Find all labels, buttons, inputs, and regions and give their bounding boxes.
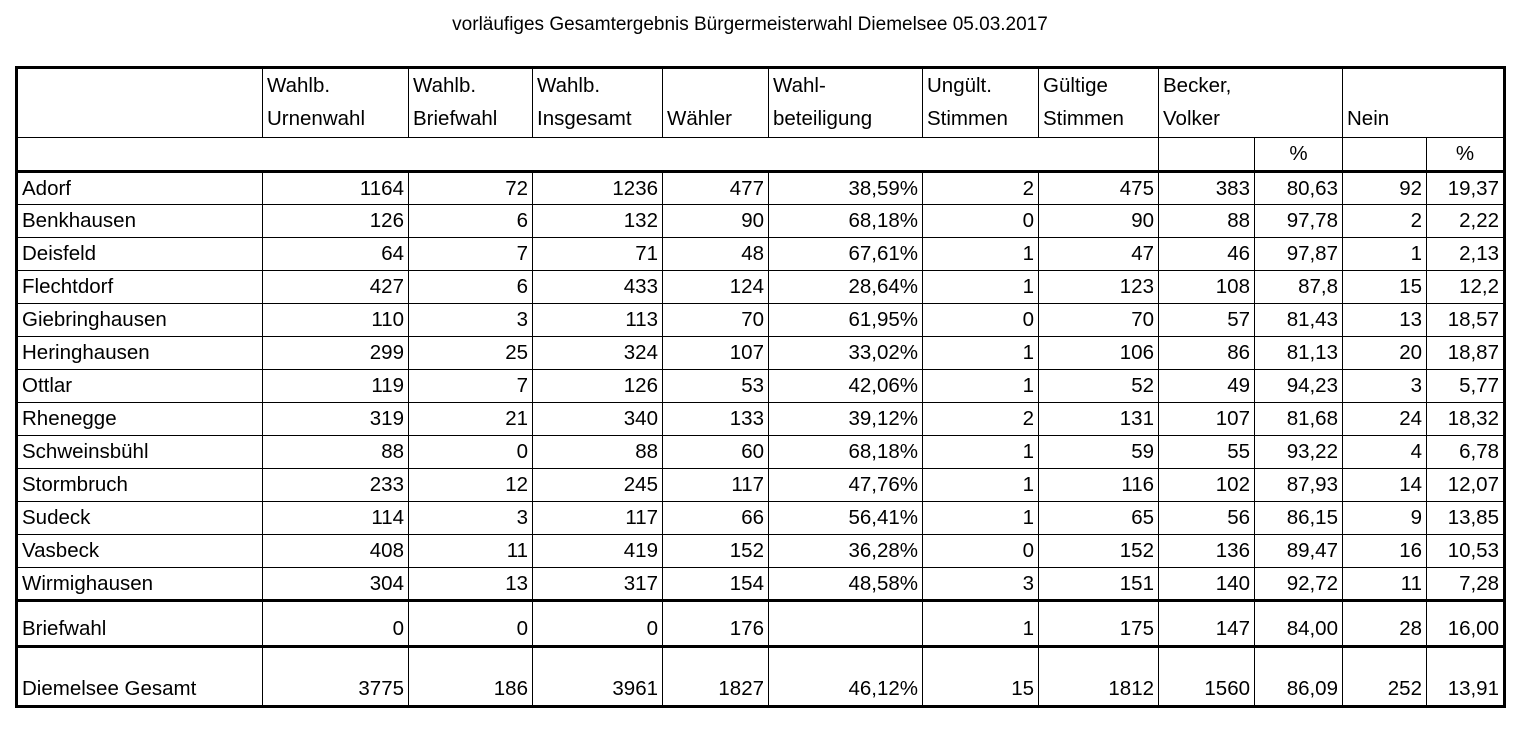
value-cell: 154 [663,568,769,601]
value-cell: 7 [409,238,533,271]
table-row [17,469,1505,502]
header-line-2: Stimmen [1043,107,1124,130]
value-cell: 97,78 [1255,205,1343,238]
value-cell: 108 [1159,271,1255,304]
table-row [17,535,1505,568]
value-cell: 20 [1343,337,1427,370]
value-cell: 90 [1039,205,1159,238]
header-line-1: Wahl- [773,74,826,97]
value-cell: 47 [1039,238,1159,271]
subheader-cell [1159,138,1255,172]
value-cell: 3775 [263,647,409,707]
location-name: Stormbruch [17,469,263,502]
value-cell: 4 [1343,436,1427,469]
table-row [17,172,1505,205]
value-cell: 24 [1343,403,1427,436]
value-cell: 123 [1039,271,1159,304]
table-row [17,304,1505,337]
value-cell: 28 [1343,601,1427,647]
value-cell: 1236 [533,172,663,205]
value-cell: 110 [263,304,409,337]
header-cell [17,68,263,138]
page-title: vorläufiges Gesamtergebnis Bürgermeisterwahl Diemelsee 05.03.2017 [452,14,1048,35]
header-line-1: Wahlb. [267,74,331,97]
value-cell: 0 [923,205,1039,238]
value-cell: 94,23 [1255,370,1343,403]
value-cell: 114 [263,502,409,535]
value-cell: 126 [263,205,409,238]
value-cell: 1827 [663,647,769,707]
value-cell: 140 [1159,568,1255,601]
value-cell: 60 [663,436,769,469]
value-cell: 1 [923,238,1039,271]
table-row [17,337,1505,370]
header-line-2: Wähler [667,107,732,130]
header-line-2: beteiligung [773,107,873,130]
briefwahl-row [17,601,1505,647]
header-cell [769,68,923,138]
value-cell: 56 [1159,502,1255,535]
table-row [17,370,1505,403]
value-cell: 93,22 [1255,436,1343,469]
value-cell: 133 [663,403,769,436]
value-cell: 15 [923,647,1039,707]
value-cell: 119 [263,370,409,403]
value-cell: 299 [263,337,409,370]
value-cell: 48 [663,238,769,271]
value-cell: 13,91 [1427,647,1505,707]
value-cell: 1 [1343,238,1427,271]
value-cell: 136 [1159,535,1255,568]
value-cell: 42,06% [769,370,923,403]
value-cell: 11 [409,535,533,568]
value-cell: 12 [409,469,533,502]
value-cell: 28,64% [769,271,923,304]
value-cell: 304 [263,568,409,601]
header-line-2: Stimmen [927,107,1008,130]
header-line-1: Wahlb. [537,74,601,97]
value-cell: 84,00 [1255,601,1343,647]
value-cell: 6,78 [1427,436,1505,469]
header-cell [1343,68,1505,138]
value-cell: 0 [533,601,663,647]
results-table [15,66,1506,708]
table-row [17,436,1505,469]
value-cell: 319 [263,403,409,436]
value-cell: 176 [663,601,769,647]
value-cell [769,601,923,647]
value-cell: 21 [409,403,533,436]
value-cell: 7,28 [1427,568,1505,601]
value-cell: 11 [1343,568,1427,601]
value-cell: 5,77 [1427,370,1505,403]
value-cell: 68,18% [769,205,923,238]
value-cell: 59 [1039,436,1159,469]
value-cell: 56,41% [769,502,923,535]
value-cell: 186 [409,647,533,707]
value-cell: 92 [1343,172,1427,205]
value-cell: 3 [409,502,533,535]
value-cell: 97,87 [1255,238,1343,271]
value-cell: 126 [533,370,663,403]
value-cell: 80,63 [1255,172,1343,205]
value-cell: 2,13 [1427,238,1505,271]
value-cell: 6 [409,271,533,304]
value-cell: 2,22 [1427,205,1505,238]
value-cell: 433 [533,271,663,304]
location-name: Diemelsee Gesamt [17,647,263,707]
header-line-2: Insgesamt [537,107,632,130]
value-cell: 57 [1159,304,1255,337]
value-cell: 81,68 [1255,403,1343,436]
value-cell: 102 [1159,469,1255,502]
value-cell: 131 [1039,403,1159,436]
value-cell: 475 [1039,172,1159,205]
subheader-blank [17,138,1159,172]
value-cell: 25 [409,337,533,370]
value-cell: 3 [923,568,1039,601]
table-row [17,205,1505,238]
header-line-1: Ungült. [927,74,992,97]
value-cell: 48,58% [769,568,923,601]
value-cell: 72 [409,172,533,205]
value-cell: 324 [533,337,663,370]
value-cell: 89,47 [1255,535,1343,568]
value-cell: 0 [409,601,533,647]
header-line-1 [22,102,258,135]
value-cell: 86,15 [1255,502,1343,535]
location-name: Vasbeck [17,535,263,568]
header-line-2: Briefwahl [413,107,498,130]
value-cell: 38,59% [769,172,923,205]
value-cell: 124 [663,271,769,304]
value-cell: 107 [1159,403,1255,436]
value-cell: 1164 [263,172,409,205]
value-cell: 13 [409,568,533,601]
value-cell: 46 [1159,238,1255,271]
value-cell: 0 [409,436,533,469]
location-name: Schweinsbühl [17,436,263,469]
value-cell: 65 [1039,502,1159,535]
table-row [17,502,1505,535]
location-name: Sudeck [17,502,263,535]
value-cell: 70 [1039,304,1159,337]
value-cell: 1 [923,436,1039,469]
value-cell: 7 [409,370,533,403]
value-cell: 0 [263,601,409,647]
subheader-cell [1343,138,1427,172]
value-cell: 12,07 [1427,469,1505,502]
value-cell: 117 [533,502,663,535]
value-cell: 12,2 [1427,271,1505,304]
header-cell [923,68,1039,138]
value-cell: 317 [533,568,663,601]
value-cell: 87,93 [1255,469,1343,502]
table-row [17,403,1505,436]
table-row [17,568,1505,601]
value-cell: 0 [923,304,1039,337]
table-row [17,238,1505,271]
value-cell: 2 [923,172,1039,205]
value-cell: 147 [1159,601,1255,647]
value-cell: 1 [923,601,1039,647]
value-cell: 39,12% [769,403,923,436]
header-line-1: Becker, [1163,74,1232,97]
value-cell: 383 [1159,172,1255,205]
value-cell: 67,61% [769,238,923,271]
location-name: Flechtdorf [17,271,263,304]
value-cell: 2 [1343,205,1427,238]
value-cell: 88 [263,436,409,469]
value-cell: 1 [923,469,1039,502]
value-cell: 71 [533,238,663,271]
value-cell: 419 [533,535,663,568]
value-cell: 1 [923,271,1039,304]
percent-label: % [1255,138,1343,172]
value-cell: 64 [263,238,409,271]
value-cell: 14 [1343,469,1427,502]
value-cell: 16,00 [1427,601,1505,647]
header-line-2: Nein [1347,107,1390,130]
value-cell: 18,57 [1427,304,1505,337]
header-cell [409,68,533,138]
value-cell: 81,13 [1255,337,1343,370]
location-name: Deisfeld [17,238,263,271]
value-cell: 477 [663,172,769,205]
percent-subheader-row [17,138,1505,172]
percent-label: % [1427,138,1505,172]
value-cell: 1812 [1039,647,1159,707]
value-cell: 15 [1343,271,1427,304]
value-cell: 87,8 [1255,271,1343,304]
value-cell: 88 [533,436,663,469]
header-cell [263,68,409,138]
location-name: Heringhausen [17,337,263,370]
value-cell: 1 [923,502,1039,535]
value-cell: 81,43 [1255,304,1343,337]
value-cell: 3961 [533,647,663,707]
value-cell: 66 [663,502,769,535]
value-cell: 3 [1343,370,1427,403]
value-cell: 152 [663,535,769,568]
value-cell: 151 [1039,568,1159,601]
value-cell: 52 [1039,370,1159,403]
value-cell: 61,95% [769,304,923,337]
value-cell: 1 [923,370,1039,403]
value-cell: 18,32 [1427,403,1505,436]
value-cell: 49 [1159,370,1255,403]
value-cell: 18,87 [1427,337,1505,370]
value-cell: 10,53 [1427,535,1505,568]
value-cell: 107 [663,337,769,370]
value-cell: 3 [409,304,533,337]
value-cell: 86,09 [1255,647,1343,707]
header-cell [1159,68,1343,138]
location-name: Rhenegge [17,403,263,436]
value-cell: 0 [923,535,1039,568]
header-line-1: Gültige [1043,74,1108,97]
header-line-1 [667,69,764,102]
table-row [17,271,1505,304]
location-name: Briefwahl [17,601,263,647]
value-cell: 233 [263,469,409,502]
value-cell: 113 [533,304,663,337]
value-cell: 1560 [1159,647,1255,707]
value-cell: 55 [1159,436,1255,469]
value-cell: 408 [263,535,409,568]
value-cell: 53 [663,370,769,403]
location-name: Adorf [17,172,263,205]
value-cell: 46,12% [769,647,923,707]
location-name: Wirmighausen [17,568,263,601]
value-cell: 2 [923,403,1039,436]
value-cell: 106 [1039,337,1159,370]
header-line-2: Volker [1163,107,1220,130]
value-cell: 13 [1343,304,1427,337]
value-cell: 427 [263,271,409,304]
location-name: Benkhausen [17,205,263,238]
value-cell: 36,28% [769,535,923,568]
value-cell: 68,18% [769,436,923,469]
value-cell: 88 [1159,205,1255,238]
header-row [17,68,1505,138]
value-cell: 116 [1039,469,1159,502]
value-cell: 132 [533,205,663,238]
value-cell: 19,37 [1427,172,1505,205]
header-cell [663,68,769,138]
value-cell: 47,76% [769,469,923,502]
location-name: Ottlar [17,370,263,403]
value-cell: 252 [1343,647,1427,707]
value-cell: 152 [1039,535,1159,568]
value-cell: 6 [409,205,533,238]
value-cell: 9 [1343,502,1427,535]
value-cell: 117 [663,469,769,502]
value-cell: 340 [533,403,663,436]
header-cell [533,68,663,138]
value-cell: 13,85 [1427,502,1505,535]
value-cell: 1 [923,337,1039,370]
header-line-1 [1347,69,1499,102]
value-cell: 90 [663,205,769,238]
header-line-2: Urnenwahl [267,107,365,130]
value-cell: 33,02% [769,337,923,370]
value-cell: 16 [1343,535,1427,568]
value-cell: 92,72 [1255,568,1343,601]
value-cell: 86 [1159,337,1255,370]
value-cell: 245 [533,469,663,502]
location-name: Giebringhausen [17,304,263,337]
total-row [17,647,1505,707]
value-cell: 175 [1039,601,1159,647]
header-line-1: Wahlb. [413,74,477,97]
header-cell [1039,68,1159,138]
value-cell: 70 [663,304,769,337]
